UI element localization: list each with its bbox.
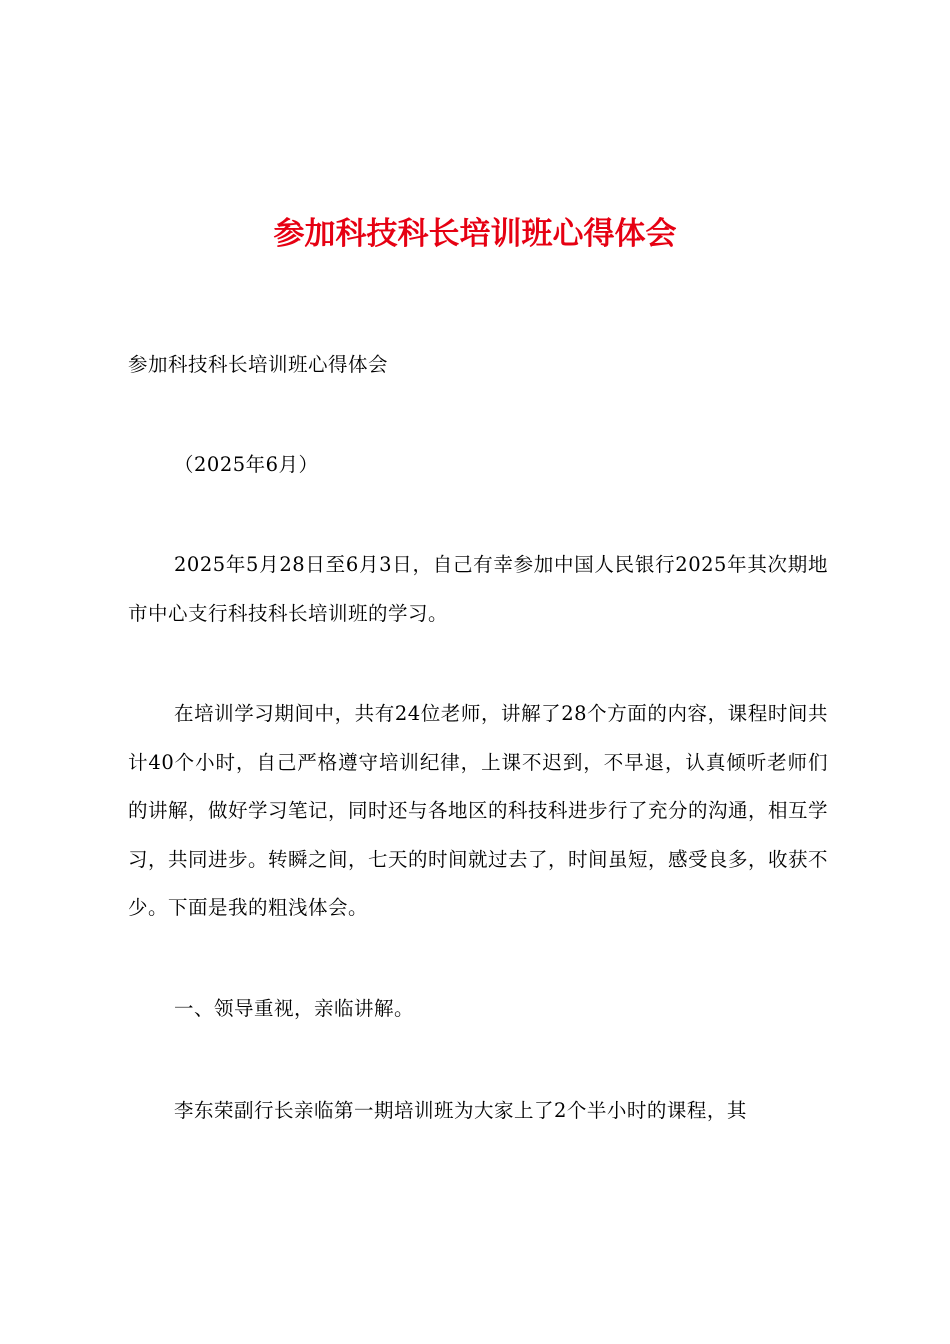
body-paragraph: 在培训学习期间中，共有24位老师，讲解了28个方面的内容，课程时间共计40个小时，自己严格遵守培训纪律，上课不迟到，不早退，认真倾听老师们的讲解，做好学习笔记，同时还与各地区的科技科进步行了充分的沟通，相互学习，共同进步。转瞬之间，七天的时间就过去了，时间虽短，感受良多，收获不少。下面是我的粗浅体会。 bbox=[128, 702, 829, 919]
document-subtitle: 参加科技科长培训班心得体会 bbox=[128, 353, 389, 376]
document-date: （2025年6月） bbox=[174, 453, 319, 476]
body-paragraph: 2025年5月28日至6月3日，自己有幸参加中国人民银行2025年其次期地市中心支行科技科长培训班的学习。 bbox=[128, 553, 828, 625]
body-paragraph: 李东荣副行长亲临第一期培训班为大家上了2个半小时的课程，其 bbox=[174, 1099, 747, 1122]
document-title: 参加科技科长培训班心得体会 bbox=[273, 216, 677, 252]
section-heading: 一、领导重视，亲临讲解。 bbox=[174, 997, 415, 1020]
